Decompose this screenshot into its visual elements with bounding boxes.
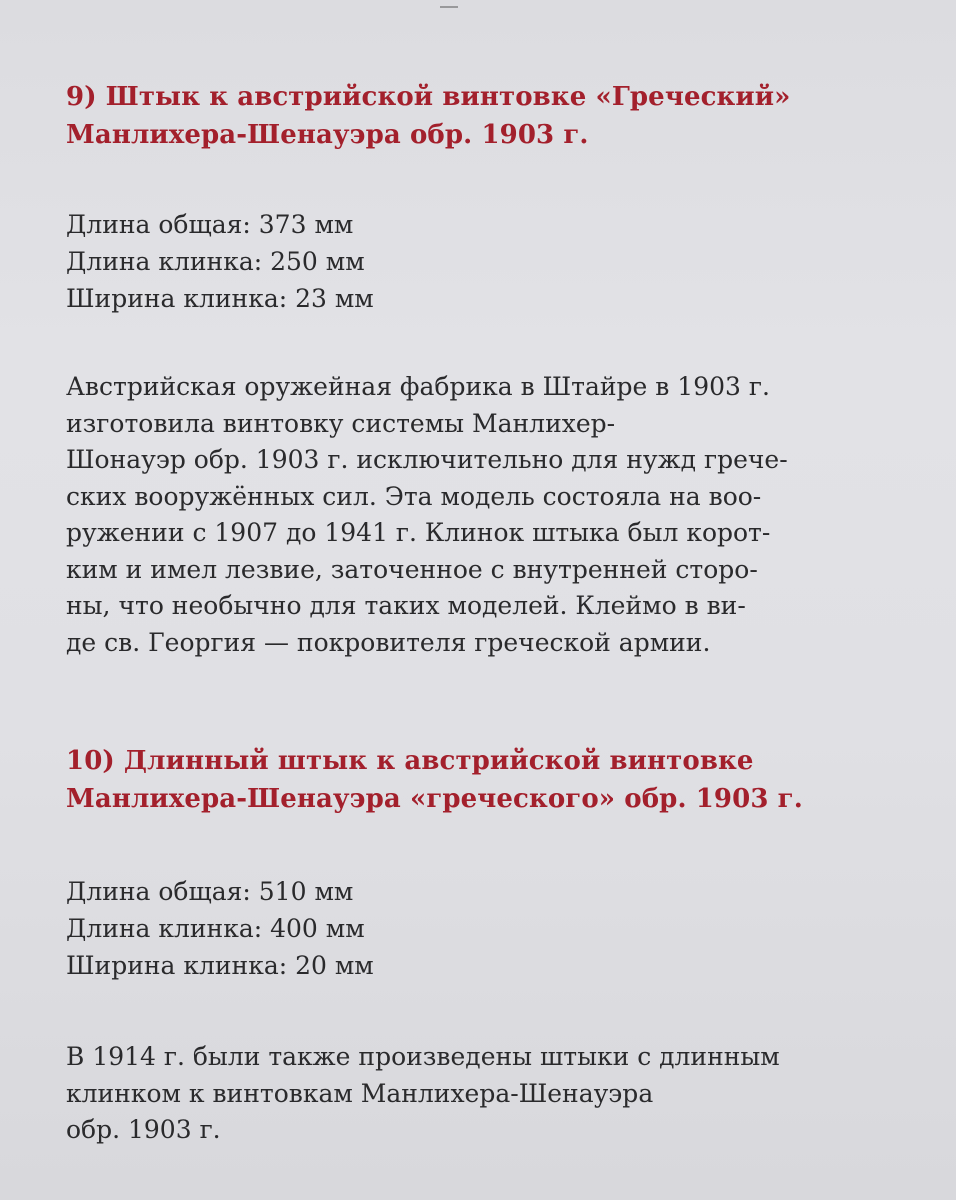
spec-blade-width: Ширина клинка: 23 мм xyxy=(66,284,374,313)
spec-blade-length: Длина клинка: 250 мм xyxy=(66,247,365,276)
description-line: ских вооружённых сил. Эта модель состояла на воо- xyxy=(66,481,762,511)
description-line: обр. 1903 г. xyxy=(66,1115,221,1144)
spec-total-length: Длина общая: 510 мм xyxy=(66,877,354,906)
spec-blade-length: Длина клинка: 400 мм xyxy=(66,914,365,943)
entry-10-heading xyxy=(66,742,926,818)
description-line: ны, что необычно для таких моделей. Клеймо в ви- xyxy=(66,591,746,620)
description-line: ким и имел лезвие, заточенное с внутренней сторо- xyxy=(66,554,758,584)
description-line: ружении с 1907 до 1941 г. Клинок штыка был корот- xyxy=(66,518,771,547)
heading-line: 10) Длинный штык к австрийской винтовке xyxy=(66,746,754,776)
description-line: изготовила винтовку системы Манлихер- xyxy=(66,408,616,438)
description-line: де св. Георгия — покровителя греческой армии. xyxy=(66,627,711,657)
description-line: Австрийская оружейная фабрика в Штайре в 1903 г. xyxy=(66,372,770,401)
entry-9 xyxy=(66,78,926,661)
description-line: В 1914 г. были также произведены штыки с длинным xyxy=(66,1042,780,1071)
entry-10 xyxy=(66,742,926,1149)
heading-line: 9) Штык к австрийской винтовке «Греческий» xyxy=(66,82,791,112)
entry-9-description xyxy=(66,369,926,661)
description-line: клинком к винтовкам Манлихера-Шенауэра xyxy=(66,1078,654,1108)
entry-10-specs xyxy=(66,873,926,984)
entry-10-description xyxy=(66,1039,926,1149)
entry-9-specs xyxy=(66,206,926,317)
heading-line: Манлихера-Шенауэра «греческого» обр. 1903 г. xyxy=(66,784,803,814)
description-line: Шонауэр обр. 1903 г. исключительно для нужд грече- xyxy=(66,445,788,474)
heading-line: Манлихера-Шенауэра обр. 1903 г. xyxy=(66,120,589,150)
spec-total-length: Длина общая: 373 мм xyxy=(66,210,354,239)
entry-9-heading xyxy=(66,78,926,154)
spec-blade-width: Ширина клинка: 20 мм xyxy=(66,951,374,980)
page-top-mark xyxy=(440,0,458,8)
